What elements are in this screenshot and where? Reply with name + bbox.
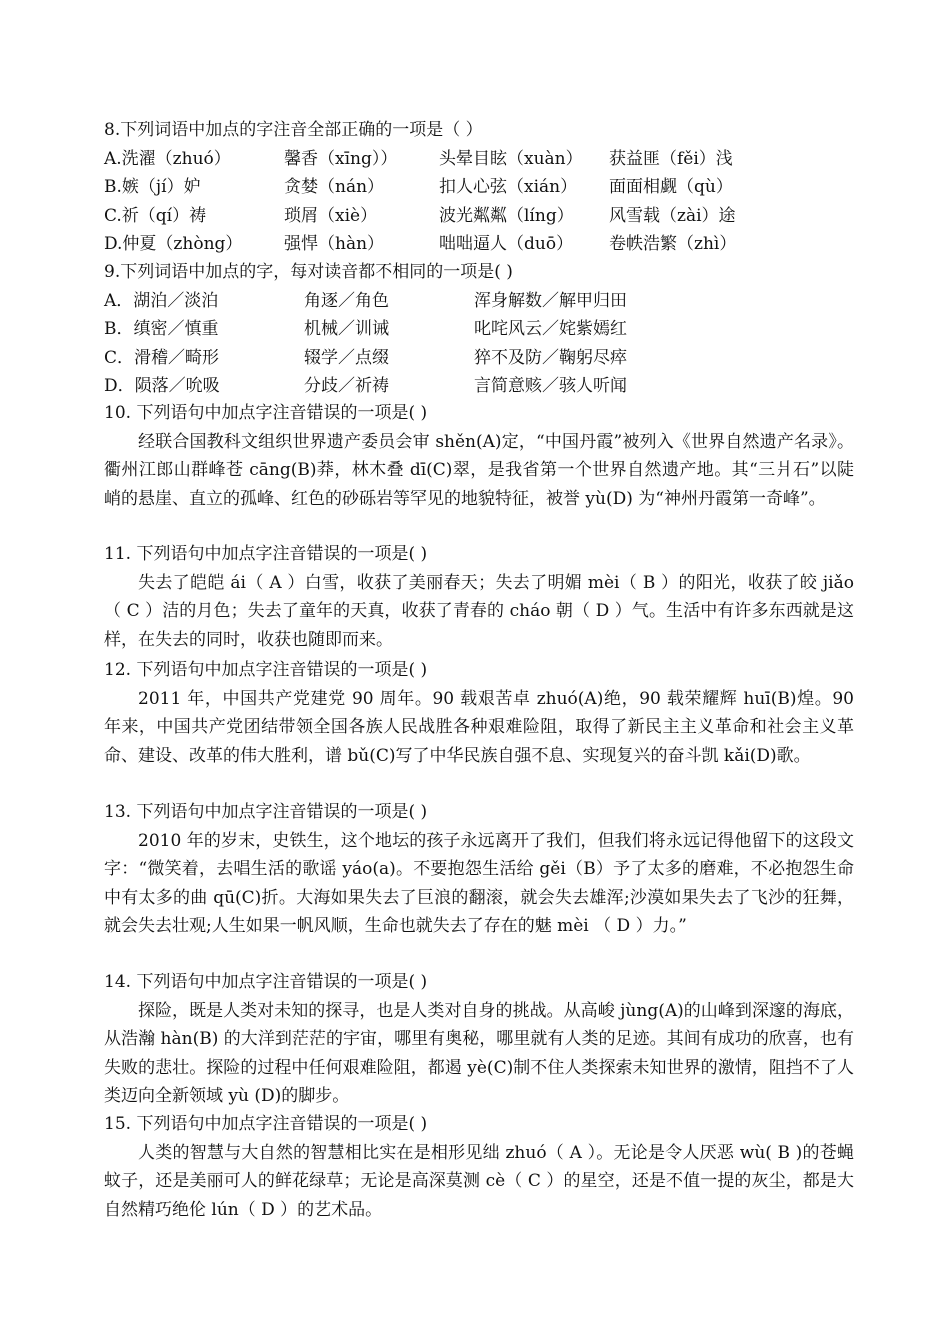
question-9-stem: 9.下列词语中加点的字，每对读音都不相同的一项是( ): [104, 262, 513, 282]
option-cell: D.仲夏（zhòng）: [104, 234, 243, 254]
option-cell: B．缜密／慎重: [104, 319, 219, 339]
question-15-stem: 15. 下列语句中加点字注音错误的一项是( ): [104, 1114, 428, 1134]
option-cell: 强悍（hàn）: [284, 234, 385, 254]
option-cell: 风雪载（zài）途: [609, 205, 736, 226]
question-10-passage: 经联合国教科文组织世界遗产委员会审 shěn(A)定，“中国丹霞”被列入《世界自然遗产名录》。衢州江郎山群峰苍 cāng(B)莽，林木叠 dī(C)翠，是我省第一个世界自然遗产地。其“三爿石”以陡峭的悬崖、直立的孤峰、红色的砂砾岩等罕见的地貌特征，被誉 yù(D) 为“神州丹霞第一奇峰”。: [104, 431, 854, 509]
question-13-passage: 2010 年的岁末，史铁生，这个地坛的孩子永远离开了我们，但我们将永远记得他留下的这段文字：“微笑着，去唱生活的歌谣 yáo(a)。不要抱怨生活给 gěi（B）予了太多的磨难，不必抱怨生命中有太多的曲 qū(C)折。大海如果失去了巨浪的翻滚，就会失去雄浑;沙漠如果失去了飞沙的狂舞，就会失去壮观;人生如果一帆风顺，生命也就失去了存在的魅 mèi （ D ）力。”: [104, 830, 854, 936]
option-cell: 浑身解数／解甲归田: [474, 290, 627, 311]
option-cell: 获益匪（fěi）浅: [609, 148, 733, 169]
option-cell: 波光粼粼（líng）: [439, 205, 574, 226]
question-13: [104, 798, 854, 941]
option-cell: C.祈（qí）祷: [104, 205, 207, 226]
question-10-stem: 10. 下列语句中加点字注音错误的一项是( ): [104, 403, 428, 423]
option-cell: 角逐／角色: [304, 290, 389, 311]
question-10: [104, 399, 854, 513]
question-12: [104, 656, 854, 770]
question-9: [104, 258, 854, 401]
question-14: [104, 968, 854, 1111]
option-cell: 馨香（xīng））: [284, 148, 398, 169]
option-cell: 卷帙浩繁（zhì）: [609, 234, 737, 254]
option-cell: A．湖泊／淡泊: [104, 290, 219, 311]
option-cell: 言简意赅／骇人听闻: [474, 376, 627, 396]
question-11-passage: 失去了皑皑 ái（ A ）白雪，收获了美丽春天；失去了明媚 mèi（ B ）的阳光，收获了皎 jiǎo（ C ）洁的月色；失去了童年的天真，收获了青春的 cháo 朝（ D ）气。生活中有许多东西就是这样，在失去的同时，收获也随即而来。: [104, 572, 854, 650]
question-11: [104, 540, 854, 654]
question-8-options: [104, 145, 854, 259]
option-cell: 咄咄逼人（duō）: [439, 234, 574, 254]
question-14-passage: 探险，既是人类对未知的探寻，也是人类对自身的挑战。从高峻 jùng(A)的山峰到深邃的海底，从浩瀚 hàn(B) 的大洋到茫茫的宇宙，哪里有奥秘，哪里就有人类的足迹。其间有成功的欣喜，也有失败的悲壮。探险的过程中任何艰难险阻，都遏 yè(C)制不住人类探索未知世界的激情，阻挡不了人类迈向全新领域 yù (D)的脚步。: [104, 1000, 854, 1106]
option-cell: 琐屑（xiè）: [284, 205, 378, 226]
question-15: [104, 1110, 854, 1224]
option-cell: 扣人心弦（xián）: [439, 177, 578, 197]
question-8-stem: 8.下列词语中加点的字注音全部正确的一项是（ ）: [104, 120, 483, 140]
question-8: [104, 116, 854, 259]
option-cell: 猝不及防／鞠躬尽瘁: [474, 347, 627, 368]
option-cell: B.嫉（jí）妒: [104, 177, 201, 197]
question-12-passage: 2011 年，中国共产党建党 90 周年。90 载艰苦卓 zhuó(A)绝，90 载荣耀辉 huī(B)煌。90 年来，中国共产党团结带领全国各族人民战胜各种艰难险阻，取得了新民主主义革命和社会主义革命、建设、改革的伟大胜利，谱 bǔ(C)写了中华民族自强不息、实现复兴的奋斗凯 kǎi(D)歌。: [104, 688, 854, 766]
option-cell: 贪婪（nán）: [284, 177, 385, 197]
question-12-stem: 12. 下列语句中加点字注音错误的一项是( ): [104, 660, 428, 680]
question-14-stem: 14. 下列语句中加点字注音错误的一项是( ): [104, 972, 428, 992]
question-15-passage: 人类的智慧与大自然的智慧相比实在是相形见绌 zhuó（ A ）。无论是令人厌恶 wù( B )的苍蝇蚊子，还是美丽可人的鲜花绿草；无论是高深莫测 cè（ C ）的星空，还是不值一提的灰尘，都是大自然精巧绝伦 lún（ D ）的艺术品。: [104, 1142, 854, 1220]
option-cell: 机械／训诫: [304, 319, 389, 339]
option-cell: 辍学／点缀: [304, 347, 389, 368]
option-cell: 分歧／祈祷: [304, 376, 389, 396]
option-cell: A.洗濯（zhuó）: [104, 148, 231, 169]
option-cell: D．陨落／吮吸: [104, 376, 220, 396]
option-cell: 叱咤风云／姹紫嫣红: [474, 319, 627, 339]
option-cell: 面面相觑（qù）: [609, 177, 733, 197]
question-11-stem: 11. 下列语句中加点字注音错误的一项是( ): [104, 544, 428, 564]
question-9-options: [104, 287, 854, 401]
question-13-stem: 13. 下列语句中加点字注音错误的一项是( ): [104, 802, 428, 822]
option-cell: C．滑稽／畸形: [104, 347, 220, 368]
option-cell: 头晕目眩（xuàn）: [439, 148, 583, 169]
